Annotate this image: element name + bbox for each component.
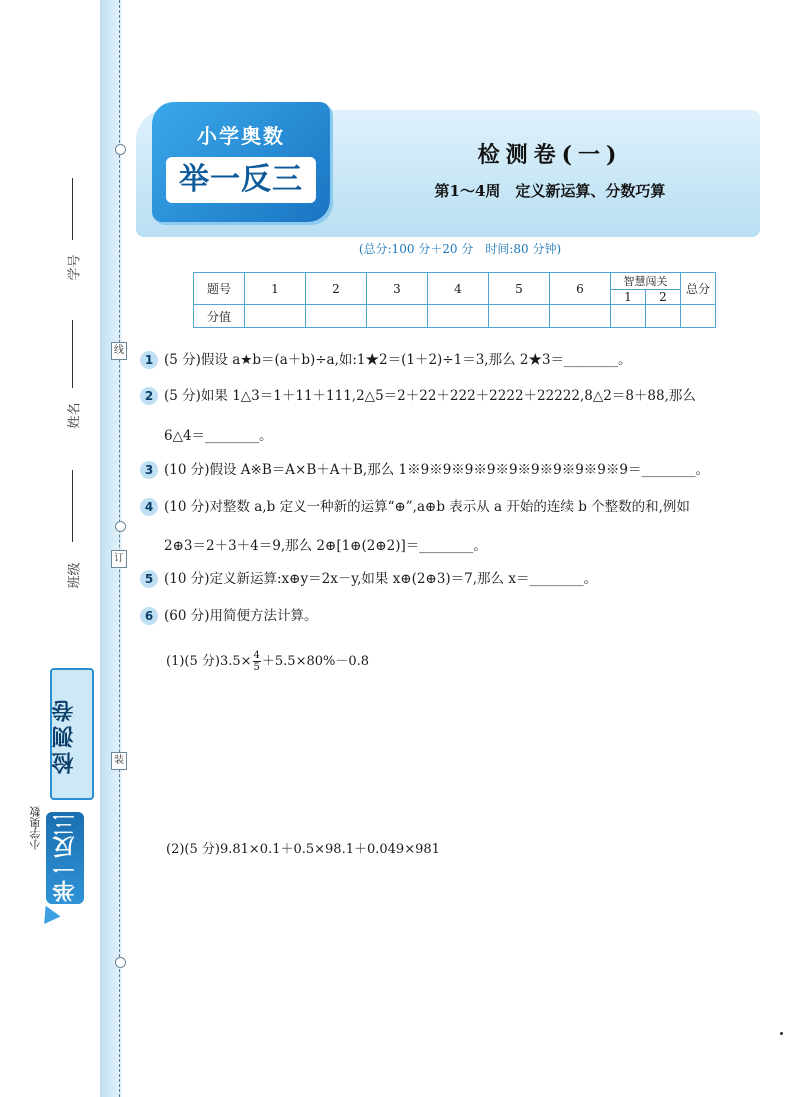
class-label: 班级 [67,562,83,589]
page-subtitle: 第1～4周 定义新运算、分数巧算 [434,182,666,200]
question-2 [140,386,696,406]
question-text: (60 分)用简便方法计算。 [164,608,318,624]
logo-brand: 举一反三 [166,157,316,203]
table-header-q2: 2 [306,273,367,305]
table-header-bonus: 智慧闯关 [611,273,681,290]
table-row-label: 分值 [194,305,245,328]
question-text: (10 分)定义新运算:x⊕y＝2x－y,如果 x⊕(2⊕3)＝7,那么 x＝________。 [164,571,597,587]
table-header-total: 总分 [681,273,716,305]
question-1 [140,350,632,370]
cut-line [119,0,120,1097]
question-text: (10 分)假设 A※B＝A×B＋A＋B,那么 1※9※9※9※9※9※9※9※9※9※9＝________。 [164,462,709,478]
question-number: 4 [140,498,158,516]
question-6 [140,606,318,626]
score-cell[interactable] [367,305,428,328]
bind-mark-order: 订 [111,550,127,568]
logo-title: 小学奥数 [197,124,285,148]
question-text-continued: 6△4＝________。 [164,428,273,444]
side-brand-logo: 举一反三 [46,812,84,904]
table-header-q1: 1 [245,273,306,305]
score-cell[interactable] [306,305,367,328]
page-dot [780,1032,783,1035]
question-text: (10 分)对整数 a,b 定义一种新的运算“⊕”,a⊕b 表示从 a 开始的连续 b 个整数的和,例如 [164,499,690,515]
table-header-q4: 4 [428,273,489,305]
score-cell[interactable] [550,305,611,328]
sub-question-prefix: (1)(5 分)3.5× [166,654,252,669]
decor-arrow-icon [37,902,60,924]
score-cell[interactable] [489,305,550,328]
table-header-q5: 5 [489,273,550,305]
student-id-line[interactable] [72,178,73,240]
side-brand-small: 小学奥数 [29,806,42,850]
binding-hole [115,957,126,968]
score-cell[interactable] [428,305,489,328]
question-number: 1 [140,351,158,369]
question-5 [140,569,597,589]
table-header-q6: 6 [550,273,611,305]
name-line[interactable] [72,320,73,388]
score-cell[interactable] [681,305,716,328]
score-time-info: (总分:100 分＋20 分 时间:80 分钟) [358,242,562,256]
sub-question-1 [166,650,369,673]
score-cell[interactable] [245,305,306,328]
bind-mark-bind: 装 [111,752,127,770]
question-number: 2 [140,387,158,405]
question-text: (5 分)如果 1△3＝1＋11＋111,2△5＝2＋22＋222＋2222＋22222,8△2＝8＋88,那么 [164,388,696,404]
question-number: 5 [140,570,158,588]
question-3 [140,460,709,480]
score-cell[interactable] [646,305,681,328]
table-header-bonus-2: 2 [646,290,681,305]
fraction-numerator: 4 [253,650,260,661]
name-label: 姓名 [67,402,83,429]
student-id-label: 学号 [67,254,83,281]
binding-hole [115,521,126,532]
fraction-denominator: 5 [253,662,260,673]
class-line[interactable] [72,470,73,542]
question-number: 3 [140,461,158,479]
question-text-continued: 2⊕3＝2＋3＋4＝9,那么 2⊕[1⊕(2⊕2)]＝________。 [164,538,487,554]
sub-question-suffix: ＋5.5×80%－0.8 [261,654,370,669]
bind-mark-line: 线 [111,342,127,360]
score-table [193,272,716,328]
table-header-bonus-1: 1 [611,290,646,305]
page-title: 检测卷(一) [477,142,623,168]
sub-question-2: (2)(5 分)9.81×0.1＋0.5×98.1＋0.049×981 [166,842,440,857]
binding-hole [115,144,126,155]
side-logo-text: 检测卷 [51,696,77,774]
question-text: (5 分)假设 a★b＝(a＋b)÷a,如:1★2＝(1＋2)÷1＝3,那么 2★3＝________。 [164,352,632,368]
fraction [253,650,261,673]
question-4 [140,497,690,517]
question-number: 6 [140,607,158,625]
brand-logo [152,102,330,222]
table-header-q3: 3 [367,273,428,305]
table-row-label: 题号 [194,273,245,305]
score-cell[interactable] [611,305,646,328]
